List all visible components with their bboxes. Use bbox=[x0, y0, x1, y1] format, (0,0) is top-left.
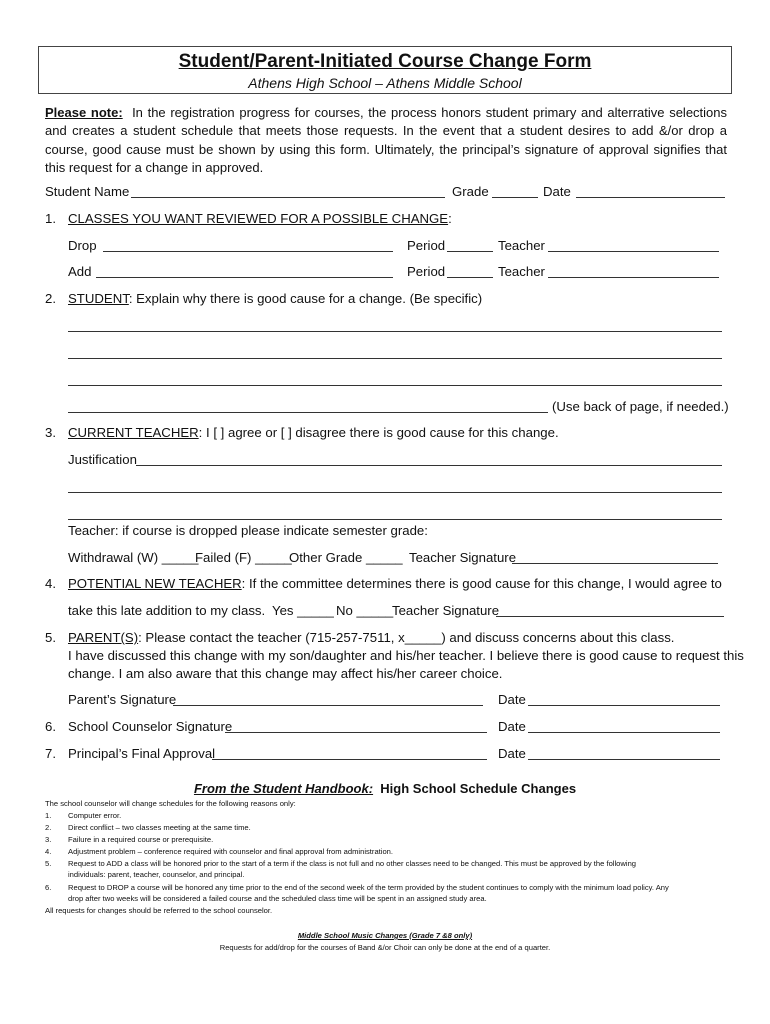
parent-signature-label: Parent’s Signature bbox=[68, 692, 177, 707]
section-5-heading-text: PARENT(S) bbox=[68, 630, 139, 645]
principal-approval-field[interactable] bbox=[212, 759, 487, 760]
section-5-text: : Please contact the teacher (715-257-7511, x_____) and discuss concerns about this class. bbox=[138, 630, 675, 645]
explain-line-1[interactable] bbox=[68, 331, 722, 332]
late-addition-text: take this late addition to my class. bbox=[68, 603, 266, 618]
note-label: Please note: bbox=[45, 105, 123, 120]
handbook-intro: The school counselor will change schedules for the following reasons only: bbox=[45, 799, 296, 808]
explain-line-2[interactable] bbox=[68, 358, 722, 359]
handbook-item-number: 1. bbox=[45, 811, 52, 820]
drop-label: Drop bbox=[68, 238, 97, 253]
principal-date-label: Date bbox=[498, 746, 526, 761]
drop-teacher-label: Teacher bbox=[498, 238, 545, 253]
drop-field[interactable] bbox=[103, 251, 393, 252]
student-name-field[interactable] bbox=[131, 197, 445, 198]
section-1-heading bbox=[68, 211, 452, 226]
teacher-signature-field[interactable] bbox=[512, 563, 718, 564]
dropped-note: Teacher: if course is dropped please indicate semester grade: bbox=[68, 523, 428, 538]
principal-date-field[interactable] bbox=[528, 759, 720, 760]
new-teacher-signature-label: Teacher Signature bbox=[392, 603, 500, 618]
teacher-signature-label: Teacher Signature bbox=[409, 550, 517, 565]
grade-label: Grade bbox=[452, 184, 489, 199]
handbook-item-number: 4. bbox=[45, 847, 52, 856]
no-field[interactable]: No _____ bbox=[336, 603, 394, 618]
failed-field[interactable]: Failed (F) _____ bbox=[195, 550, 292, 565]
section-3-heading-text: CURRENT TEACHER bbox=[68, 425, 199, 440]
justification-line-1[interactable] bbox=[136, 465, 722, 466]
add-period-field[interactable] bbox=[447, 277, 493, 278]
handbook-item-number: 3. bbox=[45, 835, 52, 844]
add-teacher-field[interactable] bbox=[548, 277, 719, 278]
handbook-item-text: individuals: parent, teacher, counselor, and principal. bbox=[68, 870, 245, 879]
handbook-title-italic: From the Student Handbook: bbox=[193, 781, 374, 796]
handbook-title bbox=[0, 781, 770, 796]
intro-note bbox=[45, 104, 727, 177]
handbook-item-text: Request to DROP a course will be honored any time prior to the end of the second week of the term provided by the student continues to comply with the minimum load policy. Any bbox=[68, 883, 669, 892]
counselor-date-label: Date bbox=[498, 719, 526, 734]
handbook-item-number: 5. bbox=[45, 859, 52, 868]
explain-line-4[interactable] bbox=[68, 412, 548, 413]
parent-statement-1: I have discussed this change with my son/daughter and his/her teacher. I believe there is good cause to request this bbox=[68, 648, 744, 663]
section-2-heading bbox=[68, 291, 482, 306]
parent-signature-field[interactable] bbox=[173, 705, 483, 706]
parent-date-field[interactable] bbox=[528, 705, 720, 706]
music-text: Requests for add/drop for the courses of Band &/or Choir can only be done at the end of a quarter. bbox=[219, 943, 551, 952]
parent-date-label: Date bbox=[498, 692, 526, 707]
handbook-item-text: Request to ADD a class will be honored prior to the start of a term if the class is not full and no other classes need to be changed. This must be approved by the following bbox=[68, 859, 637, 868]
yes-field[interactable]: Yes _____ bbox=[272, 603, 334, 618]
counselor-signature-field[interactable] bbox=[225, 732, 487, 733]
section-4-number: 4. bbox=[45, 576, 56, 591]
section-7-number: 7. bbox=[45, 746, 56, 761]
handbook-item-number: 2. bbox=[45, 823, 52, 832]
student-name-label: Student Name bbox=[45, 184, 130, 199]
drop-period-field[interactable] bbox=[447, 251, 493, 252]
section-6-number: 6. bbox=[45, 719, 56, 734]
handbook-footer: All requests for changes should be referred to the school counselor. bbox=[45, 906, 273, 915]
justification-line-3[interactable] bbox=[68, 519, 722, 520]
form-subtitle: Athens High School – Athens Middle School bbox=[248, 75, 522, 91]
other-grade-field[interactable]: Other Grade _____ bbox=[289, 550, 403, 565]
date-field[interactable] bbox=[576, 197, 725, 198]
counselor-date-field[interactable] bbox=[528, 732, 720, 733]
handbook-item-text: drop after two weeks will be considered a failed course and the scheduled class time will be spent in an assigned study area. bbox=[68, 894, 487, 903]
add-field[interactable] bbox=[96, 277, 393, 278]
justification-label: Justification bbox=[68, 452, 137, 467]
section-1-colon: : bbox=[448, 211, 452, 226]
counselor-signature-label: School Counselor Signature bbox=[68, 719, 233, 734]
section-4-heading bbox=[68, 576, 722, 591]
handbook-item-number: 6. bbox=[45, 883, 52, 892]
handbook-item-text: Failure in a required course or prerequisite. bbox=[68, 835, 214, 844]
section-5-heading bbox=[68, 630, 674, 645]
justification-line-2[interactable] bbox=[68, 492, 722, 493]
use-back-note: (Use back of page, if needed.) bbox=[552, 399, 729, 414]
section-3-number: 3. bbox=[45, 425, 56, 440]
withdrawal-field[interactable]: Withdrawal (W) _____ bbox=[68, 550, 199, 565]
form-header bbox=[38, 46, 732, 94]
music-title: Middle School Music Changes (Grade 7 &8 only) bbox=[297, 931, 473, 940]
add-period-label: Period bbox=[407, 264, 446, 279]
drop-teacher-field[interactable] bbox=[548, 251, 719, 252]
section-4-heading-text: POTENTIAL NEW TEACHER bbox=[68, 576, 242, 591]
add-label: Add bbox=[68, 264, 92, 279]
explain-line-3[interactable] bbox=[68, 385, 722, 386]
section-5-number: 5. bbox=[45, 630, 56, 645]
new-teacher-signature-field[interactable] bbox=[496, 616, 724, 617]
grade-field[interactable] bbox=[492, 197, 538, 198]
handbook-item-text: Adjustment problem – conference required with counselor and final approval from administration. bbox=[68, 847, 394, 856]
section-3-text: : I [ ] agree or [ ] disagree there is good cause for this change. bbox=[198, 425, 559, 440]
section-2-heading-text: STUDENT bbox=[68, 291, 129, 306]
handbook-item-text: Direct conflict – two classes meeting at the same time. bbox=[68, 823, 251, 832]
section-2-text: : Explain why there is good cause for a change. (Be specific) bbox=[128, 291, 483, 306]
section-4-text: : If the committee determines there is good cause for this change, I would agree to bbox=[241, 576, 722, 591]
section-3-heading bbox=[68, 425, 559, 440]
parent-statement-2: change. I am also aware that this change may affect his/her career choice. bbox=[68, 666, 503, 681]
drop-period-label: Period bbox=[407, 238, 446, 253]
note-text: In the registration progress for courses, the process honors student primary and alterrative selections and creates a student schedule that meets those requests. In the event that a student desires to add &/or drop a course, good cause must be shown by using this form. Ultimately, the principal’s signature of approval signifies that this request for a change in approved. bbox=[45, 105, 728, 175]
principal-approval-label: Principal’s Final Approval bbox=[68, 746, 216, 761]
section-1-number: 1. bbox=[45, 211, 56, 226]
section-2-number: 2. bbox=[45, 291, 56, 306]
add-teacher-label: Teacher bbox=[498, 264, 545, 279]
handbook-item-text: Computer error. bbox=[68, 811, 122, 820]
date-label: Date bbox=[543, 184, 571, 199]
section-1-heading-text: CLASSES YOU WANT REVIEWED FOR A POSSIBLE CHANGE bbox=[68, 211, 449, 226]
handbook-title-rest: High School Schedule Changes bbox=[380, 781, 577, 796]
form-title: Student/Parent-Initiated Course Change Form bbox=[178, 51, 592, 72]
